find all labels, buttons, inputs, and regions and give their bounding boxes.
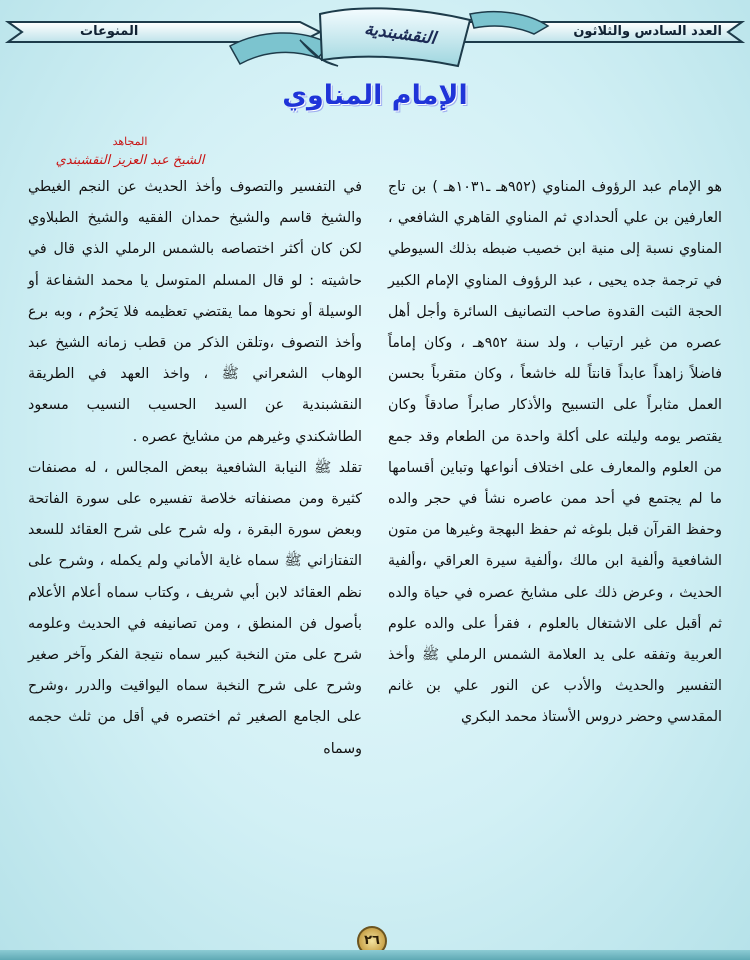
author-name: الشيخ عبد العزيز النقشبندي [55,153,205,168]
paragraph: في التفسير والتصوف وأخذ الحديث عن النجم الغيطي والشيخ قاسم والشيخ حمدان الفقيه والشيخ الطبلاوي لكن كان أكثر اختصاصه بالشمس الرملي الذي قال في حاشيته : لو قال المسلم المتوسل يا محمد الشفاعة أو الوسيلة أو نحوها مما يقتضي تعظيمه فلا يَحرُم ، وبه برع وأخذ التصوف ،وتلقن الذكر من قطب زمانه الشيخ عبد الوهاب الشعراني ﷺ ، واخذ العهد في الطريقة النقشبندية عن السيد الحسيب النسيب مسعود الطاشكندي وغيرهم من مشايخ عصره . [28,179,362,445]
bottom-border [0,950,750,960]
banner-title: النقشبندية [363,19,437,49]
header-ribbon [0,0,750,80]
issue-label: العدد السادس والثلاثون [573,24,722,39]
page-number: ٢٦ [364,933,380,948]
author-signature [40,132,220,170]
article-column-right [388,172,722,924]
section-label: المنوعات [80,24,139,39]
article-column-left [28,172,362,924]
paragraph: تقلد ﷺ النيابة الشافعية ببعض المجالس ، له مصنفات كثيرة ومن مصنفاته خلاصة تفسيره على سورة الفاتحة وبعض سورة البقرة ، وله شرح على شرح العقائد للسعد التفتازاني ﷺ سماه غاية الأماني ولم يكمله ، وشرح على نظم العقائد لابن أبي شريف ، وكتاب سماه أعلام الأعلام بأصول فن المنطق ، ومن تصانيفه في الحديث وعلومه شرح على متن النخبة كبير سماه نتيجة الفكر وآخر صغير وشرح على شرح النخبة سماه اليواقيت والدرر ،وشرح على الجامع الصغير ثم اختصره في أقل من ثلث حجمه وسماه [28,459,362,757]
author-role: المجاهد [112,135,148,148]
paragraph: هو الإمام عبد الرؤوف المناوي (٩٥٢هـ ـ١٠٣١هـ ) بن تاج العارفين بن علي ألحدادي ثم المناوي القاهري الشافعي ، المناوي نسبة إلى منية ابن خصيب ضبطه بذلك السيوطي في ترجمة جده يحيى ، عبد الرؤوف المناوي الإمام الكبير الحجة الثبت القدوة صاحب التصانيف السائرة وأجل أهل عصره من غير ارتياب ، ولد سنة ٩٥٢هـ ، وكان إماماً فاضلاً زاهداً عابداً قانتاً لله خاشعاً ، وكان متقرباً بحسن العمل مثابراً على التسبيح والأذكار صابراً صادقاً وكان يقتصر يومه وليلته على أكلة واحدة من الطعام وقد جمع من العلوم والمعارف على اختلاف أنواعها وتباين أقسامها ما لم يجتمع في أحد ممن عاصره نشأ في حجر والده وحفظ القرآن قبل بلوغه ثم حفظ البهجة وغيرها من متون الشافعية وألفية ابن مالك ،وألفية سيرة العراقي ،وألفية الحديث ، وعرض ذلك على مشايخ عصره في حياة والده ثم أقبل على الاشتغال بالعلوم ، فقرأ على والده علوم العربية وتفقه على يد العلامة الشمس الرملي ﷺ وأخذ التفسير والحديث والأدب عن النور علي بن غانم المقدسي وحضر دروس الأستاذ محمد البكري [388,179,722,726]
article-title: الإمام المناوي [282,80,468,111]
